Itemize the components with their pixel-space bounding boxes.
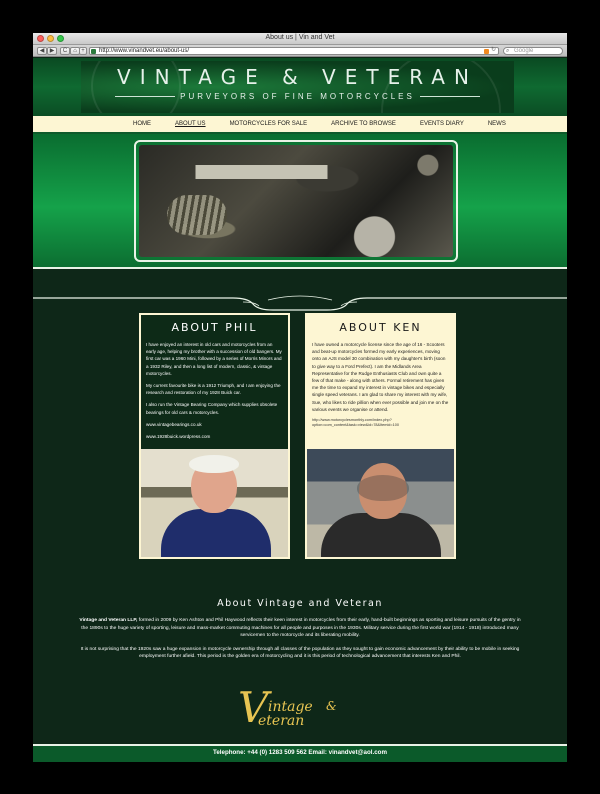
ken-text [307, 341, 454, 428]
about-paragraph: It is not surprising that the 1920s saw a huge expansion in motorcycle ownership through all classes of the population as they sought to gain economic advancement by their ability to be mobile in seeking employment further afield. This period is the golden era of motorcycling and it is this period of technological advancement that interests Ken and Phil. [80, 646, 520, 660]
hero-section [33, 134, 567, 269]
about-section [77, 598, 523, 667]
phil-portrait [141, 449, 288, 557]
browser-window [33, 33, 567, 762]
phil-link-buick[interactable]: www.1928buick.wordpress.com [146, 434, 211, 440]
phil-card [139, 313, 290, 559]
main-nav [33, 116, 567, 134]
back-button[interactable]: ◀ [37, 47, 47, 55]
vv-logo[interactable] [228, 683, 373, 742]
nav-news[interactable]: NEWS [487, 121, 506, 127]
nav-home[interactable]: HOME [133, 121, 151, 127]
valve-spring-graphic [167, 195, 227, 235]
ken-paragraph: I have owned a motorcycle license since the age of 16 - Scooters and beat-up motorcycles formed my early experiences, moving onto an AJS model 30 combination with my daughter's birth (soon to give way to a Ford Prefect). I am the Midlands Area Representative for the Rudge Enthusiasts Club and own quite a few of that make - along with others. Formal retirement has given me the time to expand my interest in vintage bikes and especially single speed veterans. I am glad to share my interest with my wife, Sue, who likes to ride pillion when ever possible and join me on the various events we organise or attend. [312, 342, 449, 412]
address-bar[interactable] [89, 47, 499, 55]
header-banner [81, 61, 514, 113]
about-lead-rest: formed in 2009 by Ken Ashton and Phil Haywood reflects their keen interest in motorcycles from their early, hand-built beginnings as sporting and leisure pursuits of the gentry in the 1890s to the huge variety of sporting, leisure and mass-market commuting machines for all people and purposes in the 1930s. Military service during the first world war (1914 - 1918) introduced many servicemen to the motorcycle and its liberating mobility. [81, 618, 521, 639]
engine-photo [139, 145, 453, 257]
ken-card [305, 313, 456, 559]
phil-title: ABOUT PHIL [171, 321, 258, 334]
about-title: About Vintage and Veteran [217, 598, 383, 609]
about-lead: Vintage and Veteran LLP, [79, 618, 138, 623]
site-brand[interactable]: VINTAGE & VETERAN [117, 65, 478, 89]
nav-events-diary[interactable]: EVENTS DIARY [419, 121, 464, 127]
search-icon: ⌕ [506, 48, 510, 54]
add-bookmark-button[interactable]: + [79, 47, 87, 55]
refresh-icon[interactable]: ↻ [490, 47, 496, 53]
home-button[interactable]: ⌂ [70, 47, 80, 55]
bio-columns [139, 313, 456, 559]
search-placeholder: Google [514, 48, 534, 54]
phil-paragraph: I have enjoyed an interest in old cars and motorcycles from an early age, helping my brother with a succession of old bangers. My first car was a 1960 Mini, followed by a series of Morris Minors and a 1932 Riley, and then a long list of modern, classic, & vintage motorcycles. [146, 342, 282, 376]
hero-photo-frame [134, 140, 458, 262]
logo-word-veteran: eteran [258, 713, 305, 729]
title-bar [33, 33, 567, 45]
portrait-hair [189, 455, 239, 473]
about-paragraph [77, 617, 523, 640]
portrait-figure [161, 509, 271, 557]
phil-text [141, 341, 288, 440]
forward-button[interactable]: ▶ [47, 47, 57, 55]
phil-paragraph: My current favourite bike is a 1912 Triumph, and I am enjoying the research and restoration of my 1928 Buick car. [146, 383, 281, 396]
nav-motorcycles-for-sale[interactable]: MOTORCYCLES FOR SALE [229, 121, 308, 127]
decorative-divider [33, 294, 567, 314]
nav-archive-to-browse[interactable]: ARCHIVE TO BROWSE [331, 121, 396, 127]
portrait-figure [321, 513, 441, 557]
ken-title: ABOUT KEN [339, 321, 422, 334]
portrait-glasses [357, 475, 409, 501]
phil-paragraph: I also run the Vintage Bearing Company which supplies obsolete bearings for old cars & motorcycles. [146, 402, 278, 415]
browser-toolbar [33, 45, 567, 57]
search-input[interactable] [503, 47, 563, 55]
window-title: About us | Vin and Vet [265, 34, 335, 41]
logo-ampersand: & [326, 699, 337, 713]
logo-v: V [238, 683, 269, 732]
site-header [33, 58, 567, 116]
phil-link-bearings[interactable]: www.vintagebearings.co.uk [146, 421, 202, 427]
web-page [33, 58, 567, 762]
logo-word-vintage: intage [268, 699, 313, 715]
site-tagline: PURVEYORS OF FINE MOTORCYCLES [81, 92, 514, 101]
nav-about-us[interactable]: ABOUT US [175, 121, 206, 127]
favicon-icon [91, 49, 96, 54]
ken-link[interactable]: http://www.motorcyclesmonthly.com/index.php?option=com_content&task=view&id=78&Itemid=100 [312, 418, 399, 428]
ken-portrait [307, 449, 454, 557]
rss-icon[interactable] [484, 49, 489, 54]
reload-button[interactable]: C [60, 47, 70, 55]
address-text: http://www.vinandvet.eu/about-us/ [99, 48, 190, 54]
contact-bar: Telephone: +44 (0) 1283 509 562 Email: vinandvet@aol.com [33, 744, 567, 762]
